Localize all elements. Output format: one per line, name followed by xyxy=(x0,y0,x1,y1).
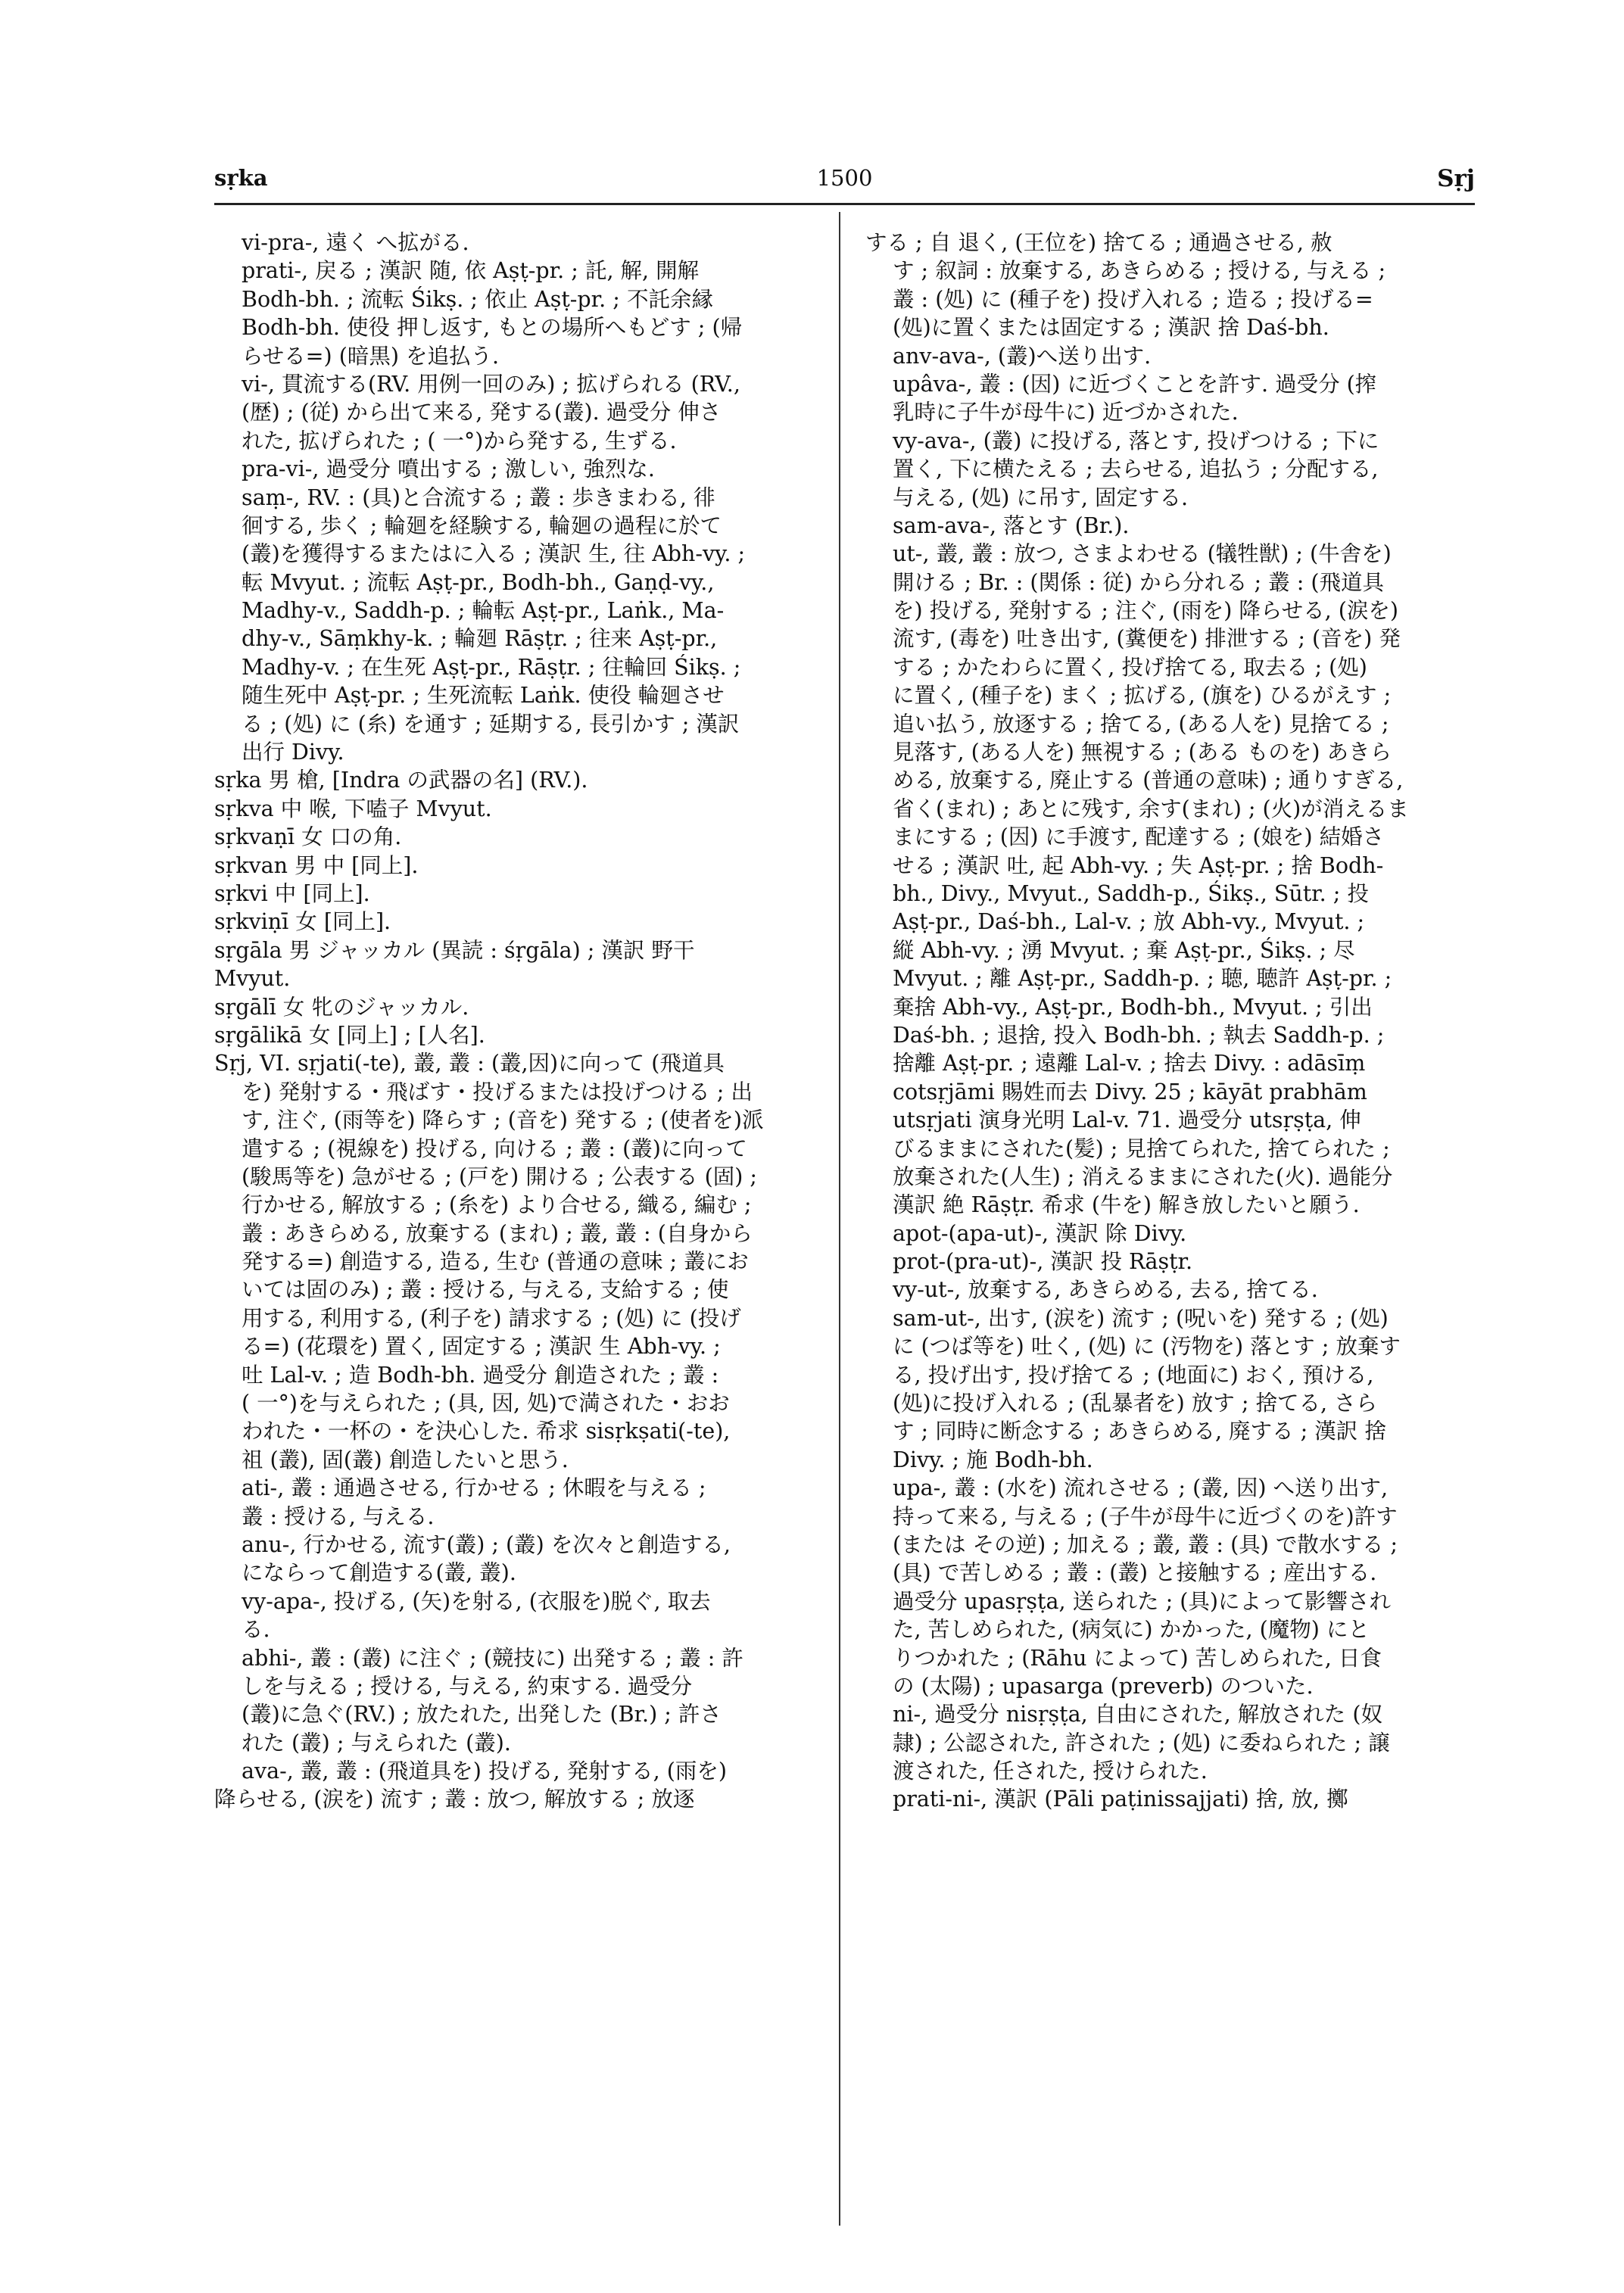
entry-line: (歴) ; (従) から出て来る, 発する(叢). 過受分 伸さ xyxy=(242,400,722,425)
entry-line: まにする ; (因) に手渡す, 配達する ; (娘を) 結婚さ xyxy=(893,824,1385,850)
entry-line: 開ける ; Br. : (関係 : 従) から分れる ; 叢 : (飛道具 xyxy=(893,569,1385,595)
entry-line: cotsṛjāmi 賜姓而去 Divy. 25 ; kāyāt prabhām xyxy=(893,1079,1367,1104)
entry-line: る, 投げ出す, 投げ捨てる ; (地面に) おく, 預ける, xyxy=(893,1362,1374,1388)
right-column xyxy=(865,229,1463,1814)
entry-line: 見落す, (ある人を) 無視する ; (ある ものを) あきら xyxy=(893,740,1392,765)
entry-line: ni-, 過受分 nisṛṣṭa, 自由にされた, 解放された (奴 xyxy=(893,1702,1382,1728)
entry-line: anu-, 行かせる, 流す(叢) ; (叢) を次々と創造する, xyxy=(242,1531,731,1557)
entry-line: る ; (処) に (糸) を通す ; 延期する, 長引かす ; 漢訳 xyxy=(242,711,740,737)
entry-line: apot-(apa-ut)-, 漢訳 除 Divy. xyxy=(893,1220,1187,1246)
entry-line: 行かせる, 解放する ; (糸を) より合せる, 織る, 編む ; xyxy=(242,1192,752,1218)
entry-line: vy-apa-, 投げる, (矢)を射る, (衣服を)脱ぐ, 取去 xyxy=(242,1588,711,1614)
entry-line: (叢)を獲得するまたはに入る ; 漢訳 生, 往 Abh-vy. ; xyxy=(242,541,746,567)
entry-line: (駿馬等を) 急がせる ; (戸を) 開ける ; 公表する (固) ; xyxy=(242,1164,757,1189)
entry-line: sṛkviṇī 女 [同上]. xyxy=(214,909,391,935)
entry-line: bh., Divy., Mvyut., Saddh-p., Śikṣ., Sūtr. ; 投 xyxy=(893,880,1369,906)
entry-line: (具) で苦しめる ; 叢 : (叢) と接触する ; 産出する. xyxy=(893,1560,1377,1586)
entry-line: らせる=) (暗黒) を追払う. xyxy=(242,343,500,369)
entry-line: を) 発射する・飛ばす・投げるまたは投げつける ; 出 xyxy=(242,1079,753,1104)
entry-line: sṛgāla 男 ジャッカル (異読 : śṛgāla) ; 漢訳 野干 xyxy=(214,937,695,963)
entry-line: せる ; 漢訳 吐, 起 Abh-vy. ; 失 Aṣṭ-pr. ; 捨 Bodh- xyxy=(893,852,1384,878)
entry-line: Bodh-bh. ; 流転 Śikṣ. ; 依止 Aṣṭ-pr. ; 不託余縁 xyxy=(242,286,713,312)
entry-line: 降らせる, (涙を) 流す ; 叢 : 放つ, 解放する ; 放逐 xyxy=(214,1787,695,1812)
entry-line: ut-, 叢, 叢 : 放つ, さまよわせる (犠牲獣) ; (牛舎を) xyxy=(893,541,1392,567)
entry-line: sṛka 男 槍, [Indra の武器の名] (RV.). xyxy=(214,768,588,793)
entry-line: にならって創造する(叢, 叢). xyxy=(242,1560,516,1586)
entry-line: 棄捨 Abh-vy., Aṣṭ-pr., Bodh-bh., Mvyut. ; 引出 xyxy=(893,994,1373,1020)
entry-line: 省く(まれ) ; あとに残す, 余す(まれ) ; (火)が消えるま xyxy=(893,796,1409,821)
entry-line: 縦 Abh-vy. ; 湧 Mvyut. ; 棄 Aṣṭ-pr., Śikṣ. ; 尽 xyxy=(893,937,1355,963)
entry-line: われた・一杯の・を決心した. 希求 sisṛkṣati(-te), xyxy=(242,1419,731,1444)
entry-line: の (太陽) ; upasarga (preverb) のついた. xyxy=(893,1673,1314,1699)
entry-line: ati-, 叢 : 通過させる, 行かせる ; 休暇を与える ; xyxy=(242,1475,706,1501)
entry-line: す ; 叙詞 : 放棄する, あきらめる ; 授ける, 与える ; xyxy=(893,258,1386,284)
entry-line: しを与える ; 授ける, 与える, 約束する. 過受分 xyxy=(242,1673,693,1699)
entry-line: dhy-v., Sāṃkhy-k. ; 輪廻 Rāṣṭr. ; 往来 Aṣṭ-pr., xyxy=(242,626,718,652)
entry-line: れた, 拡げられた ; ( 一°)から発する, 生ずる. xyxy=(242,428,677,453)
entry-line: sṛkvan 男 中 [同上]. xyxy=(214,852,419,878)
entry-line: prot-(pra-ut)-, 漢訳 投 Rāṣṭr. xyxy=(893,1249,1193,1275)
entry-line: 随生死中 Aṣṭ-pr. ; 生死流転 Laṅk. 使役 輪廻させ xyxy=(242,683,725,709)
entry-line: る=) (花環を) 置く, 固定する ; 漢訳 生 Abh-vy. ; xyxy=(242,1334,721,1360)
entry-line: anv-ava-, (叢)へ送り出す. xyxy=(893,343,1152,369)
entry-line: sam-ut-, 出す, (涙を) 流す ; (呪いを) 発する ; (処) xyxy=(893,1305,1389,1331)
entry-line: いては固のみ) ; 叢 : 授ける, 与える, 支給する ; 使 xyxy=(242,1277,729,1303)
entry-line: Aṣṭ-pr., Daś-bh., Lal-v. ; 放 Abh-vy., Mvyut. ; xyxy=(893,909,1365,935)
entry-line: (または その逆) ; 加える ; 叢, 叢 : (具) で散水する ; xyxy=(893,1531,1398,1557)
column-divider xyxy=(839,212,840,2226)
entry-line: Mvyut. xyxy=(214,966,291,992)
entry-line: ( 一°)を与えられた ; (具, 因, 処)で満された・おお xyxy=(242,1391,730,1416)
entry-line: utsṛjati 演身光明 Lal-v. 71. 過受分 utsṛṣṭa, 伸 xyxy=(893,1108,1361,1133)
page-number: 1500 xyxy=(816,165,873,191)
entry-line: 隷) ; 公認された, 許された ; (処) に委ねられた ; 譲 xyxy=(893,1730,1390,1756)
entry-line: (処)に置くまたは固定する ; 漢訳 捨 Daś-bh. xyxy=(893,315,1329,341)
entry-line: (叢)に急ぐ(RV.) ; 放たれた, 出発した (Br.) ; 許さ xyxy=(242,1702,722,1728)
entry-line: れた (叢) ; 与えられた (叢). xyxy=(242,1730,511,1756)
entry-line: Divy. ; 施 Bodh-bh. xyxy=(893,1447,1093,1472)
entry-line: する ; かたわらに置く, 投げ捨てる, 取去る ; (処) xyxy=(893,654,1367,680)
entry-line: りつかれた ; (Rāhu によって) 苦しめられた, 日食 xyxy=(893,1645,1382,1671)
entry-line: upâva-, 叢 : (因) に近づくことを許す. 過受分 (搾 xyxy=(893,371,1377,397)
entry-line: 叢 : あきらめる, 放棄する (まれ) ; 叢, 叢 : (自身から xyxy=(242,1220,753,1246)
entry-line: prati-, 戻る ; 漢訳 随, 依 Aṣṭ-pr. ; 託, 解, 開解 xyxy=(242,258,700,284)
entry-line: 転 Mvyut. ; 流転 Aṣṭ-pr., Bodh-bh., Gaṇḍ-vy., xyxy=(242,569,715,595)
entry-line: Madhy-v., Saddh-p. ; 輪転 Aṣṭ-pr., Laṅk., Ma- xyxy=(242,598,725,624)
entry-line: 遣する ; (視線を) 投げる, 向ける ; 叢 : (叢)に向って xyxy=(242,1136,747,1161)
entry-line: pra-vi-, 過受分 噴出する ; 激しい, 強烈な. xyxy=(242,456,655,482)
entry-line: 叢 : (処) に (種子を) 投げ入れる ; 造る ; 投げる= xyxy=(893,286,1373,312)
entry-line: vi-pra-, 遠く へ拡がる. xyxy=(242,230,469,255)
running-headword-left: sṛka xyxy=(214,165,268,191)
entry-line: 与える, (処) に吊す, 固定する. xyxy=(893,484,1189,510)
running-headword-right: Sṛj xyxy=(1437,165,1475,192)
entry-line: sṛkva 中 喉, 下嗑子 Mvyut. xyxy=(214,796,492,821)
entry-line: sṛkvaṇī 女 口の角. xyxy=(214,824,402,850)
header-rule xyxy=(214,203,1475,205)
entry-line: 乳時に子牛が母牛に) 近づかされた. xyxy=(893,400,1239,425)
entry-line: vy-ut-, 放棄する, あきらめる, 去る, 捨てる. xyxy=(893,1277,1318,1303)
entry-line: vi-, 貫流する(RV. 用例一回のみ) ; 拡げられる (RV., xyxy=(242,371,740,397)
entry-line: Bodh-bh. 使役 押し返す, もとの場所へもどす ; (帰 xyxy=(242,315,743,341)
entry-line: 発する=) 創造する, 造る, 生む (普通の意味 ; 叢にお xyxy=(242,1249,749,1275)
entry-line: す, 注ぐ, (雨等を) 降らす ; (音を) 発する ; (使者を)派 xyxy=(242,1108,764,1133)
entry-line: 過受分 upasṛṣṭa, 送られた ; (具)によって影響され xyxy=(893,1588,1392,1614)
entry-line: vy-ava-, (叢) に投げる, 落とす, 投げつける ; 下に xyxy=(893,428,1379,453)
entry-line: sṛgālī 女 牝のジャッカル. xyxy=(214,994,469,1020)
entry-line: 追い払う, 放逐する ; 捨てる, (ある人を) 見捨てる ; xyxy=(893,711,1389,737)
entry-line: saṃ-, RV. : (具)と合流する ; 叢 : 歩きまわる, 徘 xyxy=(242,484,715,510)
entry-line: sṛkvi 中 [同上]. xyxy=(214,880,370,906)
entry-line: 徊する, 歩く ; 輪廻を経験する, 輪廻の過程に於て xyxy=(242,512,722,538)
entry-line: た, 苦しめられた, (病気に) かかった, (魔物) にと xyxy=(893,1617,1370,1643)
entry-line: する ; 自 退く, (王位を) 捨てる ; 通過させる, 赦 xyxy=(865,230,1333,255)
entry-line: ava-, 叢, 叢 : (飛道具を) 投げる, 発射する, (雨を) xyxy=(242,1759,727,1784)
entry-line: 祖 (叢), 固(叢) 創造したいと思う. xyxy=(242,1447,569,1472)
entry-line: 渡された, 任された, 授けられた. xyxy=(893,1759,1208,1784)
entry-line: Sṛj, VI. sṛjati(-te), 叢, 叢 : (叢,因)に向って (飛道具 xyxy=(214,1051,725,1076)
entry-line: 叢 : 授ける, 与える. xyxy=(242,1503,435,1529)
entry-line: Daś-bh. ; 退捨, 投入 Bodh-bh. ; 執去 Saddh-p. ; xyxy=(893,1022,1385,1048)
entry-line: 放棄された(人生) ; 消えるままにされた(火). 過能分 xyxy=(893,1164,1393,1189)
entry-line: sṛgālikā 女 [同上] ; [人名]. xyxy=(214,1022,485,1048)
entry-line: Madhy-v. ; 在生死 Aṣṭ-pr., Rāṣṭr. ; 往輪回 Śikṣ. ; xyxy=(242,654,741,680)
left-column xyxy=(214,229,805,1814)
entry-line: る. xyxy=(242,1617,270,1643)
entry-line: を) 投げる, 発射する ; 注ぐ, (雨を) 降らせる, (涙を) xyxy=(893,598,1398,624)
entry-line: 流す, (毒を) 吐き出す, (糞便を) 排泄する ; (音を) 発 xyxy=(893,626,1401,652)
entry-line: に置く, (種子を) まく ; 拡げる, (旗を) ひるがえす ; xyxy=(893,683,1392,709)
entry-line: 吐 Lal-v. ; 造 Bodh-bh. 過受分 創造された ; 叢 : xyxy=(242,1362,719,1388)
entry-line: 持って来る, 与える ; (子牛が母牛に近づくのを)許す xyxy=(893,1503,1398,1529)
entry-line: Mvyut. ; 離 Aṣṭ-pr., Saddh-p. ; 聴, 聴許 Aṣṭ-pr. ; xyxy=(893,966,1392,992)
entry-line: 捨離 Aṣṭ-pr. ; 遠離 Lal-v. ; 捨去 Divy. : adāsīṃ xyxy=(893,1051,1366,1076)
entry-line: abhi-, 叢 : (叢) に注ぐ ; (競技に) 出発する ; 叢 : 許 xyxy=(242,1645,743,1671)
entry-line: upa-, 叢 : (水を) 流れさせる ; (叢, 因) へ送り出す, xyxy=(893,1475,1389,1501)
entry-line: す ; 同時に断念する ; あきらめる, 廃する ; 漢訳 捨 xyxy=(893,1419,1386,1444)
page-header xyxy=(214,165,1475,198)
entry-line: 出行 Divy. xyxy=(242,740,344,765)
entry-line: sam-ava-, 落とす (Br.). xyxy=(893,512,1130,538)
entry-line: に (つば等を) 吐く, (処) に (汚物を) 落とす ; 放棄す xyxy=(893,1334,1401,1360)
entry-line: (処)に投げ入れる ; (乱暴者を) 放す ; 捨てる, さら xyxy=(893,1391,1378,1416)
entry-line: 置く, 下に横たえる ; 去らせる, 追払う ; 分配する, xyxy=(893,456,1379,482)
entry-line: 用する, 利用する, (利子を) 請求する ; (処) に (投げ xyxy=(242,1305,741,1331)
entry-line: 漢訳 絶 Rāṣṭr. 希求 (牛を) 解き放したいと願う. xyxy=(893,1192,1360,1218)
entry-line: める, 放棄する, 廃止する (普通の意味) ; 通りすぎる, xyxy=(893,768,1404,793)
entry-line: びるままにされた(髪) ; 見捨てられた, 捨てられた ; xyxy=(893,1136,1390,1161)
entry-line: prati-ni-, 漢訳 (Pāli paṭinissajjati) 捨, 放, 擲 xyxy=(893,1787,1348,1812)
